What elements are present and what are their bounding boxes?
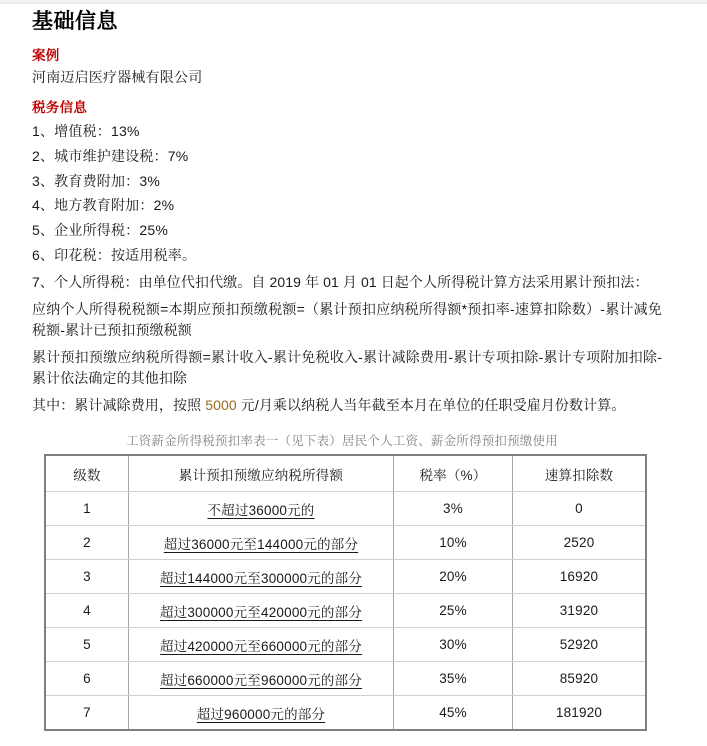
cell-rate: 3% <box>394 492 513 526</box>
table-row <box>45 492 646 526</box>
cell-rate: 10% <box>394 526 513 560</box>
column-header-quick-deduction: 速算扣除数 <box>513 455 647 492</box>
cell-rate: 45% <box>394 696 513 731</box>
paragraph-deduction-note <box>0 392 707 419</box>
cell-range-text: 超过660000元至960000元的部分 <box>159 672 363 688</box>
deduction-note-prefix: 其中：累计减除费用，按照 <box>32 397 206 414</box>
cell-rate: 25% <box>394 594 513 628</box>
list-item: 2、城市维护建设税：7% <box>32 147 189 164</box>
tax-item-list <box>0 119 707 268</box>
cell-quick-deduction: 16920 <box>513 560 647 594</box>
cell-quick-deduction: 0 <box>513 492 647 526</box>
cell-level: 4 <box>45 594 129 628</box>
rate-table-caption: 工资薪金所得税预扣率表一（见下表）居民个人工资、薪金所得预扣预缴使用 <box>126 434 558 449</box>
cell-level: 5 <box>45 628 129 662</box>
company-name: 河南迈启医疗器械有限公司 <box>32 69 203 86</box>
cell-quick-deduction: 85920 <box>513 662 647 696</box>
top-window-strip <box>0 0 707 4</box>
cell-quick-deduction: 2520 <box>513 526 647 560</box>
paragraph-formula-taxable-amount: 应纳个人所得税税额=本期应预扣预缴税额=（累计预扣应纳税所得额*预扣率-速算扣除数）-累计减免税额-累计已预扣预缴税额 <box>32 301 662 339</box>
cell-quick-deduction: 31920 <box>513 594 647 628</box>
paragraph-formula-cumulative-income: 累计预扣预缴应纳税所得额=累计收入-累计免税收入-累计减除费用-累计专项扣除-累计专项附加扣除-累计依法确定的其他扣除 <box>32 349 662 387</box>
list-item: 1、增值税：13% <box>32 122 140 139</box>
table-row <box>45 526 646 560</box>
cell-rate: 30% <box>394 628 513 662</box>
cell-range <box>129 594 394 628</box>
cell-rate: 35% <box>394 662 513 696</box>
paragraph-individual-income-tax: 7、个人所得税：由单位代扣代缴。自 2019 年 01 月 01 日起个人所得税计算方法采用累计预扣法： <box>32 273 649 290</box>
cell-range <box>129 560 394 594</box>
cell-range <box>129 492 394 526</box>
cell-range-text: 超过144000元至300000元的部分 <box>159 570 363 586</box>
cell-rate: 20% <box>394 560 513 594</box>
document-page <box>0 5 707 731</box>
cell-range <box>129 662 394 696</box>
cell-level: 7 <box>45 696 129 731</box>
cell-range-text: 超过960000元的部分 <box>196 706 326 722</box>
rate-table-block <box>0 431 707 731</box>
cell-level: 2 <box>45 526 129 560</box>
table-row <box>45 662 646 696</box>
cell-range-text: 不超过36000元的 <box>207 502 315 518</box>
column-header-range: 累计预扣预缴应纳税所得额 <box>129 455 394 492</box>
column-header-rate: 税率（%） <box>394 455 513 492</box>
list-item: 4、地方教育附加：2% <box>32 197 175 214</box>
section-heading-tax-info: 税务信息 <box>32 100 88 116</box>
table-row <box>45 594 646 628</box>
column-header-level: 级数 <box>45 455 129 492</box>
list-item: 5、企业所得税：25% <box>32 222 169 239</box>
table-row <box>45 560 646 594</box>
cell-range-text: 超过36000元至144000元的部分 <box>163 536 359 552</box>
section-heading-case: 案例 <box>32 48 60 64</box>
table-row <box>45 696 646 731</box>
deduction-note-suffix: 元/月乘以纳税人当年截至本月在单位的任职受雇月份数计算。 <box>236 397 626 414</box>
cell-quick-deduction: 181920 <box>513 696 647 731</box>
table-row <box>45 628 646 662</box>
table-header-row <box>45 455 646 492</box>
cell-level: 6 <box>45 662 129 696</box>
page-title: 基础信息 <box>32 9 118 33</box>
cell-range-text: 超过300000元至420000元的部分 <box>159 604 363 620</box>
cell-range <box>129 696 394 731</box>
withholding-rate-table <box>44 454 647 731</box>
cell-level: 1 <box>45 492 129 526</box>
cell-level: 3 <box>45 560 129 594</box>
deduction-amount-highlight: 5000 <box>205 397 237 414</box>
cell-range <box>129 628 394 662</box>
list-item: 3、教育费附加：3% <box>32 172 161 189</box>
cell-range <box>129 526 394 560</box>
cell-quick-deduction: 52920 <box>513 628 647 662</box>
cell-range-text: 超过420000元至660000元的部分 <box>159 638 363 654</box>
list-item: 6、印花税：按适用税率。 <box>32 247 197 264</box>
